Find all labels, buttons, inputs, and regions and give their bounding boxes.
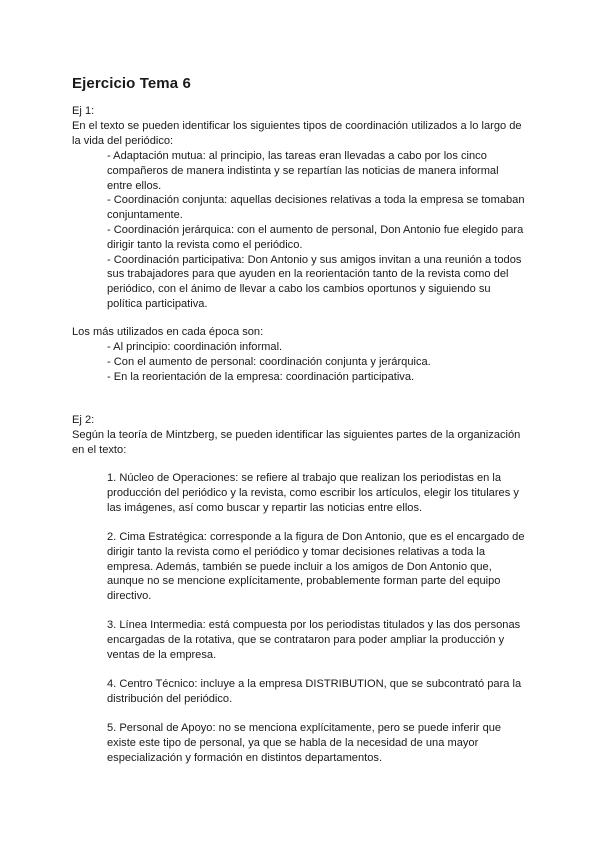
list-line: política participativa.: [107, 297, 208, 310]
paragraph-line: las imágenes, así como buscar y repartir las noticias entre ellos.: [107, 501, 423, 514]
paragraph-line: directivo.: [107, 590, 152, 603]
list-line: - Adaptación mutua: al principio, las tareas eran llevadas a cabo por los cinco: [107, 150, 487, 162]
org-part-support-staff: [107, 721, 530, 765]
paragraph-line: 4. Centro Técnico: incluye a la empresa DISTRIBUTION, que se subcontrató para la: [107, 678, 522, 690]
list-line: dirigir tanto la revista como el periódico.: [107, 238, 303, 251]
org-part-strategic-apex: [107, 530, 530, 604]
paragraph-line: ventas de la empresa.: [107, 648, 217, 661]
paragraph-line: 3. Línea Intermedia: está compuesta por los periodistas titulados y las dos personas: [107, 619, 521, 631]
list-line: entre ellos.: [107, 179, 162, 192]
paragraph-line: distribución del periódico.: [107, 692, 233, 705]
paragraph-line: existe este tipo de personal, ya que se habla de la necesidad de una mayor: [107, 736, 479, 749]
page-title: Ejercicio Tema 6: [72, 75, 191, 92]
list-item: - Con el aumento de personal: coordinación conjunta y jerárquica.: [107, 355, 431, 368]
coordination-type-mutual: [107, 149, 530, 193]
org-part-operations: [107, 471, 530, 515]
paragraph-line: aunque no se mencione explícitamente, probablemente forman parte del equipo: [107, 575, 501, 588]
paragraph-line: producción del periódico y la revista, como escribir los artículos, elegir los titulares y: [107, 486, 519, 499]
list-line: - Coordinación jerárquica: con el aumento de personal, Don Antonio fue elegido para: [107, 223, 524, 236]
org-part-middle-line: [107, 618, 530, 662]
coordination-types-list: [107, 149, 530, 312]
ej2-heading: Ej 2:: [72, 414, 95, 426]
coordination-type-joint: [107, 193, 530, 223]
list-line: - Coordinación participativa: Don Antonio y sus amigos invitan a una reunión a todos: [107, 253, 522, 266]
list-line: periódico, con el ánimo de llevar a cabo los cambios oportunos y siguiendo su: [107, 283, 491, 296]
most-used-heading: Los más utilizados en cada época son:: [72, 326, 264, 338]
list-line: sus trabajadores para que ayuden en la reorientación tanto de la revista como del: [107, 268, 509, 281]
ej1-section: [72, 104, 530, 148]
list-line: - Coordinación conjunta: aquellas decisiones relativas a toda la empresa se tomaban: [107, 194, 525, 207]
paragraph-line: especialización y formación en distintos departamentos.: [107, 751, 383, 764]
ej2-section: [72, 413, 530, 457]
paragraph-line: 2. Cima Estratégica: corresponde a la figura de Don Antonio, que es el encargado de: [107, 531, 525, 543]
ej1-heading: Ej 1:: [72, 105, 95, 117]
org-part-technostructure: [107, 677, 530, 707]
most-used-list: [107, 340, 530, 384]
paragraph-line: 1. Núcleo de Operaciones: se refiere al trabajo que realizan los periodistas en la: [107, 472, 502, 484]
list-line: conjuntamente.: [107, 209, 183, 222]
coordination-type-participative: [107, 253, 530, 312]
ej2-intro-line: en el texto:: [72, 443, 127, 456]
paragraph-line: 5. Personal de Apoyo: no se menciona explícitamente, pero se puede inferir que: [107, 722, 502, 734]
ej1-intro-line: la vida del periódico:: [72, 134, 174, 147]
coordination-type-hierarchical: [107, 223, 530, 253]
paragraph-line: empresa. Además, también se puede incluir a los amigos de Don Antonio que,: [107, 560, 492, 573]
ej2-intro-line: Según la teoría de Mintzberg, se pueden identificar las siguientes partes de la organización: [72, 428, 521, 441]
paragraph-line: encargadas de la rotativa, que se contrataron para poder ampliar la producción y: [107, 633, 505, 646]
list-line: compañeros de manera indistinta y se repartían las noticias de manera informal: [107, 164, 499, 177]
list-item: - En la reorientación de la empresa: coordinación participativa.: [107, 370, 415, 383]
ej1-intro-line: En el texto se pueden identificar los siguientes tipos de coordinación utilizados a lo largo de: [72, 119, 522, 132]
list-item: - Al principio: coordinación informal.: [107, 341, 283, 353]
paragraph-line: dirigir tanto la revista como el periódico y tomar decisiones relativas a toda la: [107, 545, 485, 558]
